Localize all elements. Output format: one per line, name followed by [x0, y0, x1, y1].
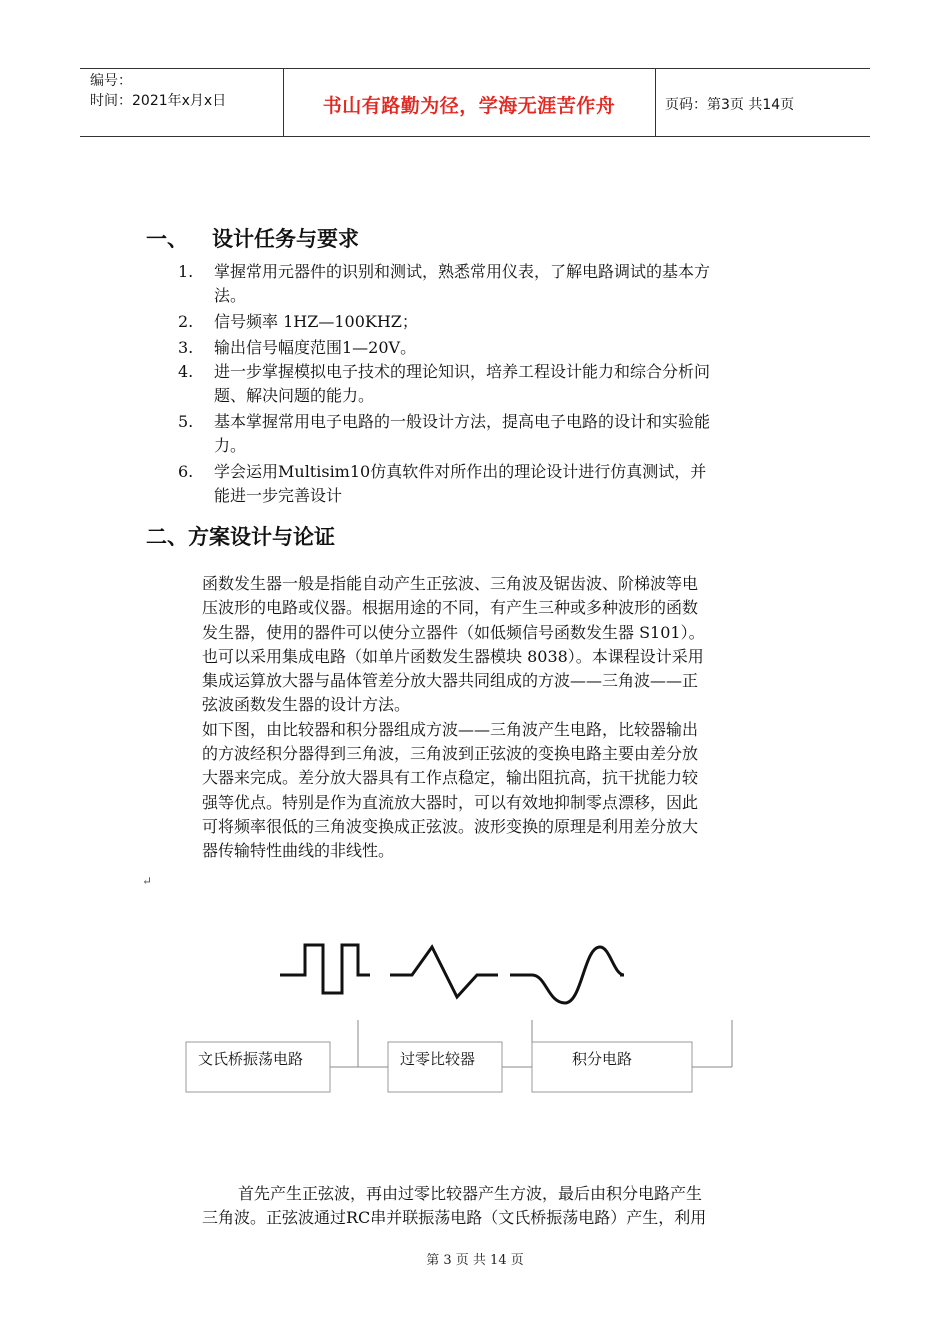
time-label: 时间：2021年x月x日 [90, 93, 227, 109]
requirement-item [178, 310, 828, 334]
requirement-item [178, 260, 828, 308]
sine-wave [510, 947, 624, 1003]
requirement-item [178, 336, 828, 360]
paragraph-return-mark: ↵ [142, 874, 153, 888]
paragraph-line: 压波形的电路或仪器。根据用途的不同，有产生三种或多种波形的函数 [202, 598, 699, 618]
block-diagram [180, 925, 740, 1100]
requirement-line: 能进一步完善设计 [214, 486, 343, 505]
requirement-number: 4. [178, 362, 194, 381]
requirement-line: 题、解决问题的能力。 [214, 386, 375, 405]
paragraph-line: 的方波经积分器得到三角波，三角波到正弦波的变换电路主要由差分放 [202, 744, 699, 764]
header-divider [655, 68, 656, 136]
requirement-line: 信号频率 1HZ—100KHZ； [214, 312, 418, 331]
page-code: 页码：第3页 共14页 [665, 97, 795, 113]
requirement-line: 掌握常用元器件的识别和测试，熟悉常用仪表，了解电路调试的基本方 [214, 262, 711, 281]
requirement-number: 2. [178, 312, 194, 331]
paragraph-line: 三角波。正弦波通过RC串并联振荡电路（文氏桥振荡电路）产生，利用 [202, 1208, 707, 1228]
triangle-wave [390, 947, 498, 997]
box-label: 过零比较器 [400, 1050, 476, 1068]
requirement-line: 进一步掌握模拟电子技术的理论知识，培养工程设计能力和综合分析问 [214, 362, 711, 381]
section1-heading: 设计任务与要求 [212, 227, 359, 251]
requirement-line: 力。 [214, 436, 247, 455]
paragraph-line: 大器来完成。差分放大器具有工作点稳定，输出阻抗高，抗干扰能力较 [202, 768, 699, 788]
requirement-number: 1. [178, 262, 194, 281]
requirement-number: 5. [178, 412, 194, 431]
paragraph-line: 如下图，由比较器和积分器组成方波——三角波产生电路，比较器输出 [202, 719, 699, 739]
paragraph-line: 器传输特性曲线的非线性。 [202, 841, 395, 861]
section2-heading: 二、方案设计与论证 [146, 525, 335, 549]
paragraph-line: 也可以采用集成电路（如单片函数发生器模块 8038）。本课程设计采用 [202, 646, 704, 666]
page-footer: 第 3 页 共 14 页 [426, 1253, 524, 1268]
section2-paragraph [202, 572, 705, 864]
paragraph-line: 函数发生器一般是指能自动产生正弦波、三角波及锯齿波、阶梯波等电 [202, 574, 699, 593]
requirement-text [214, 410, 828, 458]
square-wave [280, 945, 370, 993]
closing-paragraph [202, 1182, 706, 1231]
requirement-item [178, 460, 828, 508]
requirement-line: 输出信号幅度范围1—20V。 [214, 338, 417, 357]
paragraph-line: 强等优点。特别是作为直流放大器时，可以有效地抑制零点漂移，因此 [202, 792, 699, 812]
requirement-text [214, 336, 828, 360]
requirement-text [214, 260, 828, 308]
paragraph-line: 首先产生正弦波，再由过零比较器产生方波，最后由积分电路产生 [238, 1184, 703, 1203]
section1-heading-number: 一、 [146, 227, 188, 251]
paragraph-line: 可将频率很低的三角波变换成正弦波。波形变换的原理是利用差分放大 [202, 816, 699, 836]
header-top-border [80, 68, 870, 69]
requirement-number: 6. [178, 462, 194, 481]
requirement-text [214, 310, 828, 334]
waveforms [280, 945, 624, 1003]
requirement-item [178, 410, 828, 458]
serial-label: 编号： [90, 73, 132, 89]
requirement-number: 3. [178, 338, 194, 357]
requirement-item [178, 360, 828, 408]
paragraph-line: 集成运算放大器与晶体管差分放大器共同组成的方波——三角波——正 [202, 671, 699, 691]
requirement-text [214, 360, 828, 408]
requirement-line: 学会运用Multisim10仿真软件对所作出的理论设计进行仿真测试，并 [214, 462, 707, 481]
header-motto: 书山有路勤为径，学海无涯苦作舟 [322, 95, 616, 117]
paragraph-line: 发生器，使用的器件可以使分立器件（如低频信号函数发生器 S101）。 [202, 622, 705, 642]
requirement-text [214, 460, 828, 508]
requirement-line: 基本掌握常用电子电路的一般设计方法，提高电子电路的设计和实验能 [214, 412, 711, 431]
paragraph-line: 弦波函数发生器的设计方法。 [202, 695, 411, 715]
box-label: 文氏桥振荡电路 [198, 1050, 304, 1068]
requirement-line: 法。 [214, 286, 247, 305]
header-bottom-border [80, 136, 870, 137]
box-label: 积分电路 [572, 1050, 633, 1068]
